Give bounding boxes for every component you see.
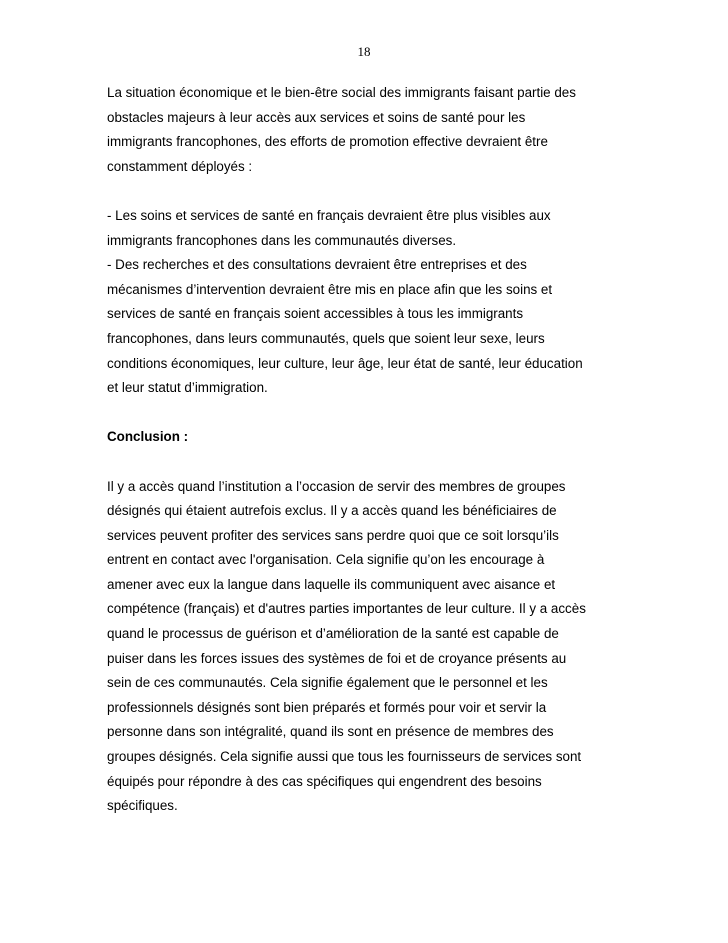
text-line: - Des recherches et des consultations devraient être entreprises et des [107, 257, 527, 273]
text-line: mécanismes d’intervention devraient être mis en place afin que les soins et [107, 281, 553, 297]
text-line: spécifiques. [107, 798, 178, 814]
text-line: entrent en contact avec l'organisation. Cela signifie qu’on les encourage à [107, 552, 545, 568]
text-line: désignés qui étaient autrefois exclus. Il y a accès quand les bénéficiaires de [107, 503, 557, 519]
text-line: Il y a accès quand l’institution a l’occasion de servir des membres de groupes [107, 478, 566, 494]
document-body [107, 81, 622, 819]
paragraph-conclusion [107, 475, 622, 819]
section-heading-conclusion: Conclusion : [107, 429, 189, 445]
text-line: personne dans son intégralité, quand ils sont en présence de membres des [107, 724, 554, 740]
text-line: puiser dans les forces issues des systèmes de foi et de croyance présents au [107, 650, 567, 666]
text-line: compétence (français) et d'autres parties importantes de leur culture. Il y a accès [107, 601, 586, 617]
text-line: équipés pour répondre à des cas spécifiques qui engendrent des besoins [107, 773, 542, 789]
text-line: obstacles majeurs à leur accès aux services et soins de santé pour les [107, 109, 526, 125]
text-line: services peuvent profiter des services sans perdre quoi que ce soit lorsqu’ils [107, 527, 559, 543]
text-line: francophones, dans leurs communautés, quels que soient leur sexe, leurs [107, 330, 545, 346]
text-line: immigrants francophones, des efforts de promotion effective devraient être [107, 134, 548, 150]
text-line: professionnels désignés sont bien préparés et formés pour voir et servir la [107, 699, 547, 715]
text-line: groupes désignés. Cela signifie aussi que tous les fournisseurs de services sont [107, 749, 582, 765]
text-line: La situation économique et le bien-être social des immigrants faisant partie des [107, 85, 576, 100]
text-line: et leur statut d’immigration. [107, 380, 268, 396]
paragraph-recommendations [107, 204, 622, 401]
paragraph-economic-situation [107, 81, 622, 179]
text-line: amener avec eux la langue dans laquelle ils communiquent avec aisance et [107, 576, 556, 592]
paragraph-gap [107, 450, 622, 475]
text-line: constamment déployés : [107, 158, 253, 174]
text-line: services de santé en français soient accessibles à tous les immigrants [107, 306, 524, 322]
text-line: sein de ces communautés. Cela signifie également que le personnel et les [107, 675, 548, 691]
text-line: - Les soins et services de santé en français devraient être plus visibles aux [107, 207, 551, 223]
text-line: quand le processus de guérison et d’amélioration de la santé est capable de [107, 626, 559, 642]
paragraph-gap [107, 179, 622, 204]
paragraph-gap [107, 401, 622, 426]
page-number: 18 [357, 44, 371, 59]
text-line: immigrants francophones dans les communautés diverses. [107, 232, 457, 248]
text-line: conditions économiques, leur culture, leur âge, leur état de santé, leur éducation [107, 355, 583, 371]
